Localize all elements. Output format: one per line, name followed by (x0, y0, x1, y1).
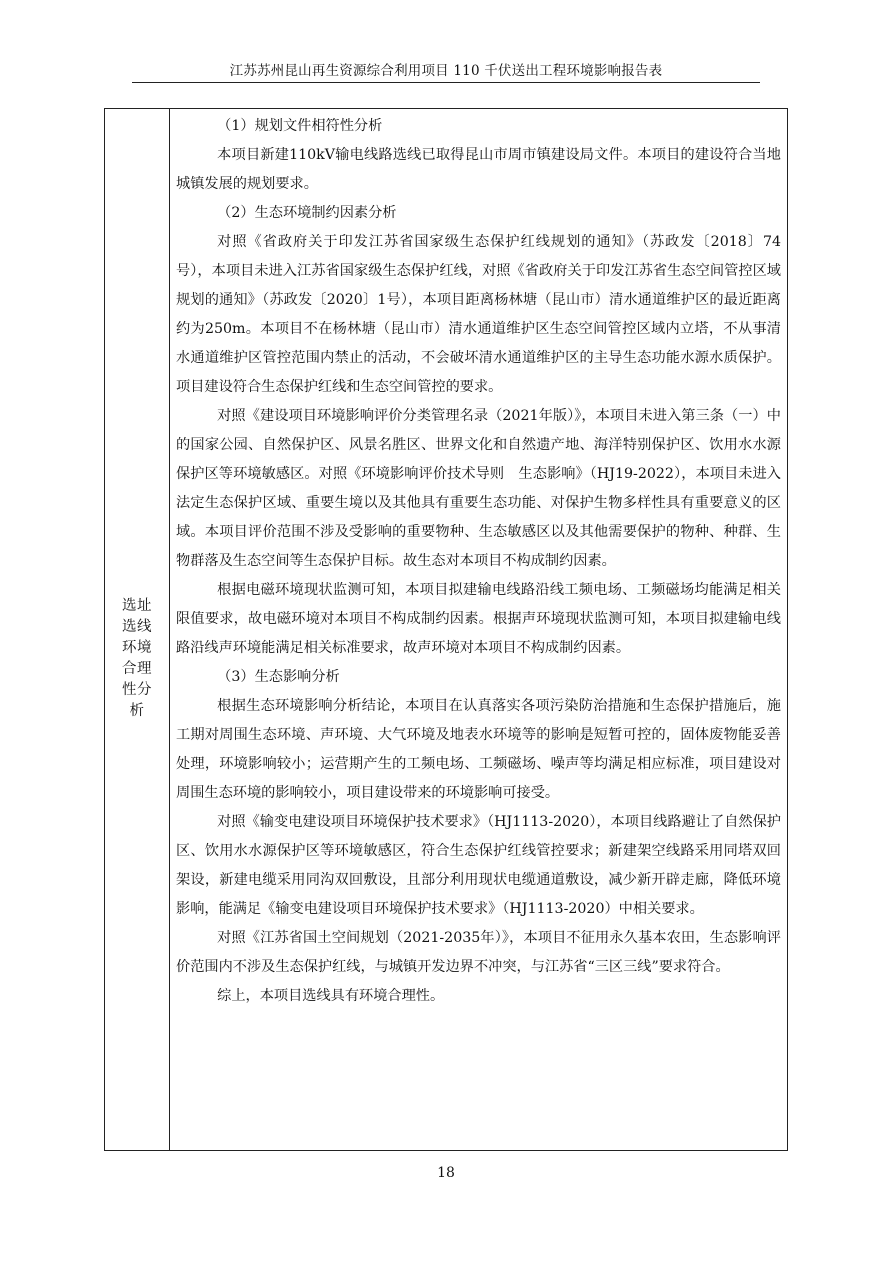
row-label: 选址选线环境合理性分析 (122, 597, 152, 719)
analysis-table (104, 108, 788, 1151)
section-heading-ecological-impact: （3）生态影响分析 (217, 669, 340, 685)
paragraph-technical-requirements: 对照《输变电建设项目环境保护技术要求》（HJ1113-2020），本项目线路避让了自然保护区、饮用水水源保护区等环境敏感区，符合生态保护红线管控要求；新建架空线路采用同塔双回架设，新建电缆采用同沟双回敷设，且部分利用现状电缆通道敷设，减少新开辟走廊，降低环境影响，能满足《输变电建设项目环境保护技术要求》（HJ1113-2020）中相关要求。 (176, 814, 781, 917)
page-number: 18 (437, 1165, 455, 1181)
paragraph-summary: 综上，本项目选线具有环境合理性。 (217, 988, 445, 1004)
row-label-cell (105, 109, 169, 1150)
paragraph-ecological-redline: 对照《省政府关于印发江苏省国家级生态保护红线规划的通知》（苏政发〔2018〕74号），本项目未进入江苏省国家级生态保护红线，对照《省政府关于印发江苏省生态空间管控区域规划的通知》（苏政发〔2020〕1号），本项目距离杨林塘（昆山市）清水通道维护区的最近距离约为250m。本项目不在杨林塘（昆山市）清水通道维护区生态空间管控区域内立塔，不从事清水通道维护区管控范围内禁止的活动，不会破坏清水通道维护区的主导生态功能水源水质保护。项目建设符合生态保护红线和生态空间管控的要求。 (176, 234, 781, 395)
content-cell (176, 112, 781, 1011)
column-divider (169, 109, 170, 1150)
section-heading-ecological-constraints: （2）生态环境制约因素分析 (217, 205, 397, 221)
report-header-title: 江苏苏州昆山再生资源综合利用项目 110 千伏送出工程环境影响报告表 (229, 63, 663, 79)
paragraph-impact-conclusion: 根据生态环境影响分析结论，本项目在认真落实各项污染防治措施和生态保护措施后，施工期对周围生态环境、声环境、大气环境及地表水环境等的影响是短暂可控的，固体废物能妥善处理，环境影响较小；运营期产生的工频电场、工频磁场、噪声等均满足相应标准，项目建设对周围生态环境的影响较小，项目建设带来的环境影响可接受。 (176, 698, 781, 801)
section-heading-planning: （1）规划文件相符性分析 (217, 118, 383, 134)
header-rule (132, 82, 760, 83)
paragraph-spatial-planning: 对照《江苏省国土空间规划（2021-2035年）》，本项目不征用永久基本农田，生态影响评价范围内不涉及生态保护红线，与城镇开发边界不冲突，与江苏省“三区三线”要求符合。 (176, 930, 781, 975)
paragraph-planning-conformity: 本项目新建110kV输电线路选线已取得昆山市周市镇建设局文件。本项目的建设符合当地城镇发展的规划要求。 (176, 147, 781, 192)
paragraph-classification-directory: 对照《建设项目环境影响评价分类管理名录（2021年版）》，本项目未进入第三条（一）中的国家公园、自然保护区、风景名胜区、世界文化和自然遗产地、海洋特别保护区、饮用水水源保护区等环境敏感区。对照《环境影响评价技术导则 生态影响》（HJ19-2022），本项目未进入法定生态保护区域、重要生境以及其他具有重要生态功能、对保护生物多样性具有重要意义的区域。本项目评价范围不涉及受影响的重要物种、生态敏感区以及其他需要保护的物种、种群、生物群落及生态空间等生态保护目标。故生态对本项目不构成制约因素。 (176, 408, 781, 569)
paragraph-electromagnetic-acoustic: 根据电磁环境现状监测可知，本项目拟建输电线路沿线工频电场、工频磁场均能满足相关限值要求，故电磁环境对本项目不构成制约因素。根据声环境现状监测可知，本项目拟建输电线路沿线声环境能满足相关标准要求，故声环境对本项目不构成制约因素。 (176, 582, 781, 656)
